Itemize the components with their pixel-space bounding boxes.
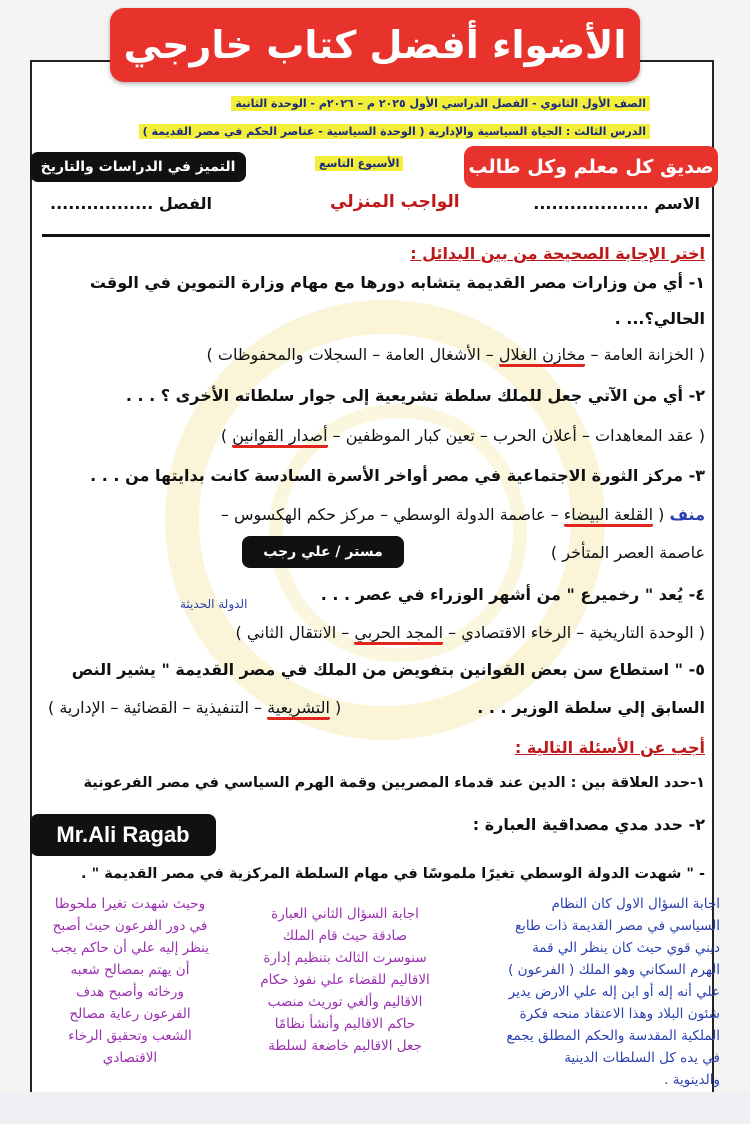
q5-line1: ٥- " استطاع سن بعض القوانين بتفويض من الملك في مصر القديمة " يشير النص bbox=[71, 660, 705, 679]
grade-line: الصف الأول الثانوي - الفصل الدراسي الأول ٢٠٢٥ م – ٢٠٢٦م - الوحدة الثانية bbox=[231, 92, 650, 111]
teacher-badge-en: Mr.Ali Ragab bbox=[30, 814, 216, 856]
week-label: الأسبوع التاسع bbox=[315, 152, 403, 171]
q1-answer: مخازن الغلال bbox=[499, 345, 586, 367]
section2-heading: أجب عن الأسئلة التالية : bbox=[514, 738, 705, 757]
class-field: الفصل ................. bbox=[50, 194, 212, 213]
friend-badge: صديق كل معلم وكل طالب bbox=[464, 146, 718, 188]
book-title-banner: الأضواء أفضل كتاب خارجي bbox=[110, 8, 640, 82]
q3-options-cont: عاصمة العصر المتأخر ) bbox=[550, 543, 705, 562]
footer-band bbox=[0, 1092, 750, 1124]
q3-answer: القلعة البيضاء bbox=[564, 505, 653, 527]
answer-left: وحيث شهدت تغيرا ملحوظا في دور الفرعون حيث أصبح ينظر إليه علي أن حاكم يجب أن يهتم بمصالح شعبه ورخائه وأصبح هدف الفرعون رعاية مصالح الشعب وتحقيق الرخاء الاقتصادي bbox=[50, 896, 210, 1066]
q3-line: ٣- مركز الثورة الاجتماعية في مصر أواخر الأسرة السادسة كانت بدايتها من . . . bbox=[90, 466, 705, 485]
answer-middle: اجابة السؤال الثاني العبارة صادقة حيث قام الملك سنوسرت الثالث بتنظيم إدارة الاقاليم للقضاء علي نفوذ حكام الاقاليم وألغي توريث منصب حاكم الاقاليم وأنشأ نظامًا جعل الاقاليم خاضعة لسلطة bbox=[260, 906, 430, 1054]
q2-line: ٢- أي من الآتي جعل للملك سلطة تشريعية إلى جوار سلطاته الأخرى ؟ . . . bbox=[125, 386, 705, 405]
s2-q1: ١-حدد العلاقة بين : الدين عند قدماء المصريين وقمة الهرم السياسي في مصر الفرعونية bbox=[83, 775, 705, 791]
q1-line2: الحالي؟... . bbox=[614, 309, 705, 328]
q3-handwritten-note: منف bbox=[669, 505, 705, 524]
q2-answer: أصدار القوانين bbox=[232, 426, 327, 448]
q3-options: منف ( القلعة البيضاء – عاصمة الدولة الوسطي – مركز حكم الهكسوس – bbox=[221, 505, 705, 524]
name-field: الاسم ................... bbox=[533, 194, 700, 213]
section1-heading: اختر الإجابة الصحيحة من بين البدائل : bbox=[410, 244, 705, 263]
q2-options: ( عقد المعاهدات – أعلان الحرب – تعين كبار الموظفين – أصدار القوانين ) bbox=[221, 426, 705, 445]
s2-quote: - " شهدت الدولة الوسطي تغيرًا ملموسًا في مهام السلطة المركزية في مصر القديمة " . bbox=[81, 866, 705, 882]
q4-line: ٤- يُعد " رخميرع " من أشهر الوزراء في عصر . . . bbox=[320, 585, 705, 604]
homework-title: الواجب المنزلي bbox=[330, 192, 460, 212]
q5-answer: التشريعية bbox=[267, 698, 330, 720]
q4-answer: المجد الحربي bbox=[354, 623, 443, 645]
q1-options: ( الخزانة العامة – مخازن الغلال – الأشغال العامة – السجلات والمحفوظات ) bbox=[207, 345, 705, 364]
s2-q2: ٢- حدد مدي مصداقية العبارة : bbox=[472, 815, 705, 834]
answer-blue: اجابة السؤال الاول كان النظام السياسي في مصر القديمة ذات طابع ديني قوي حيث كان ينظر الي قمة الهرم السكاني وهو الملك ( الفرعون ) علي أنه إله أو ابن إله علي الارض يدير شئون البلاد وهذا الاعتقاد منحه فكرة الملكية المقدسة والحكم المطلق يجمع في يده كل السلطات الدينية والدينوية . bbox=[506, 896, 720, 1088]
q5-line2: السابق إلي سلطة الوزير . . . bbox=[477, 698, 705, 717]
q4-handwritten-note: الدولة الحديثة bbox=[180, 597, 248, 611]
q1-line1: ١- أي من وزارات مصر القديمة يتشابه دورها مع مهام وزارة التموين في الوقت bbox=[89, 273, 705, 292]
lesson-line: الدرس الثالث : الحياة السياسية والإدارية ( الوحدة السياسية - عناصر الحكم في مصر القديمة ) bbox=[139, 120, 650, 139]
q4-options: ( الوحدة التاريخية – الرخاء الاقتصادي – المجد الحربي – الانتقال الثاني ) bbox=[236, 623, 705, 642]
q5-options: ( التشريعية – التنفيذية – القضائية – الإدارية ) bbox=[48, 698, 341, 717]
teacher-badge-ar: مستر / علي رجب bbox=[242, 536, 404, 568]
header-divider bbox=[42, 234, 710, 237]
excellence-badge: التميز في الدراسات والتاريخ bbox=[30, 152, 246, 182]
